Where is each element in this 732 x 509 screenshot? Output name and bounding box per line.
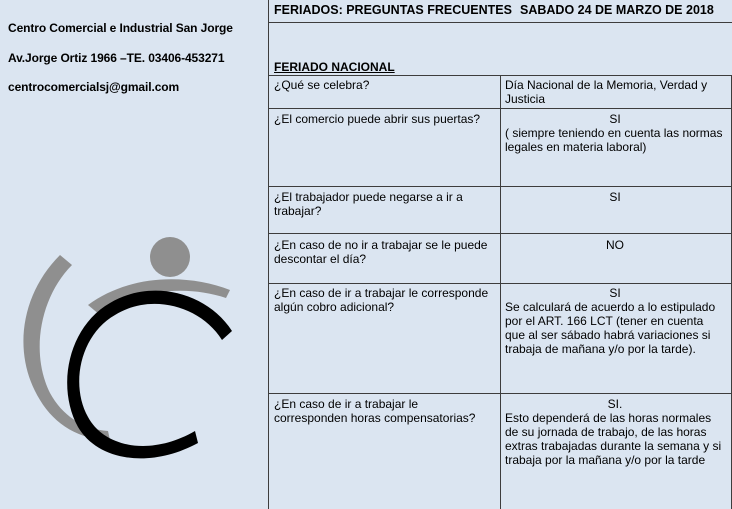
header-date: SABADO 24 DE MARZO DE 2018: [520, 3, 714, 17]
row-divider: [268, 233, 732, 234]
row-divider: [268, 108, 732, 109]
header: [274, 3, 714, 17]
faq-answer-title-5: SI: [609, 286, 621, 300]
email-address: centrocomercialsj@gmail.com: [8, 80, 180, 94]
org-name: Centro Comercial e Industrial San Jorge: [8, 21, 233, 35]
faq-answer-title-2: SI: [609, 112, 621, 126]
cc-logo-icon: [0, 235, 268, 495]
header-divider: [268, 22, 732, 23]
faq-question-2: ¿El comercio puede abrir sus puertas?: [274, 112, 481, 126]
table-border-left: [268, 0, 269, 509]
address-phone: Av.Jorge Ortiz 1966 –TE. 03406-453271: [8, 51, 225, 65]
faq-answer-1: Día Nacional de la Memoria, Verdad y Justicia: [505, 78, 708, 106]
faq-answer-2: ( siempre teniendo en cuenta las normas legales en materia laboral): [505, 126, 723, 154]
row-divider: [268, 393, 732, 394]
sidebar-panel: [0, 0, 268, 509]
faq-question-3: ¿El trabajador puede negarse a ir a trabajar?: [274, 190, 463, 218]
faq-question-4: ¿En caso de no ir a trabajar se le puede descontar el día?: [274, 238, 488, 266]
faq-answer-6: Esto dependerá de las horas normales de su jornada de trabajo, de las horas extras trabajadas durante la semana y si trabaja por la mañana y/o por la tarde: [505, 411, 722, 467]
section-title: FERIADO NACIONAL: [274, 60, 395, 74]
faq-answer-title-3: SI: [609, 190, 621, 204]
header-title: FERIADOS: PREGUNTAS FRECUENTES: [274, 3, 512, 17]
row-divider: [268, 186, 732, 187]
row-divider: [268, 283, 732, 284]
faq-answer-5: Se calculará de acuerdo a lo estipulado por el ART. 166 LCT (tener en cuenta que al ser sábado habrá variaciones si trabaja de mañana y/o por la tarde).: [505, 300, 716, 356]
faq-answer-title-4: NO: [606, 238, 624, 252]
faq-question-6: ¿En caso de ir a trabajar le corresponden horas compensatorias?: [274, 397, 476, 425]
row-divider: [268, 75, 732, 76]
faq-question-5: ¿En caso de ir a trabajar le corresponde algún cobro adicional?: [274, 286, 489, 314]
column-divider: [500, 76, 501, 509]
faq-table: [268, 0, 732, 509]
faq-answer-title-6: SI.: [607, 397, 623, 411]
faq-question-1: ¿Qué se celebra?: [274, 78, 370, 92]
